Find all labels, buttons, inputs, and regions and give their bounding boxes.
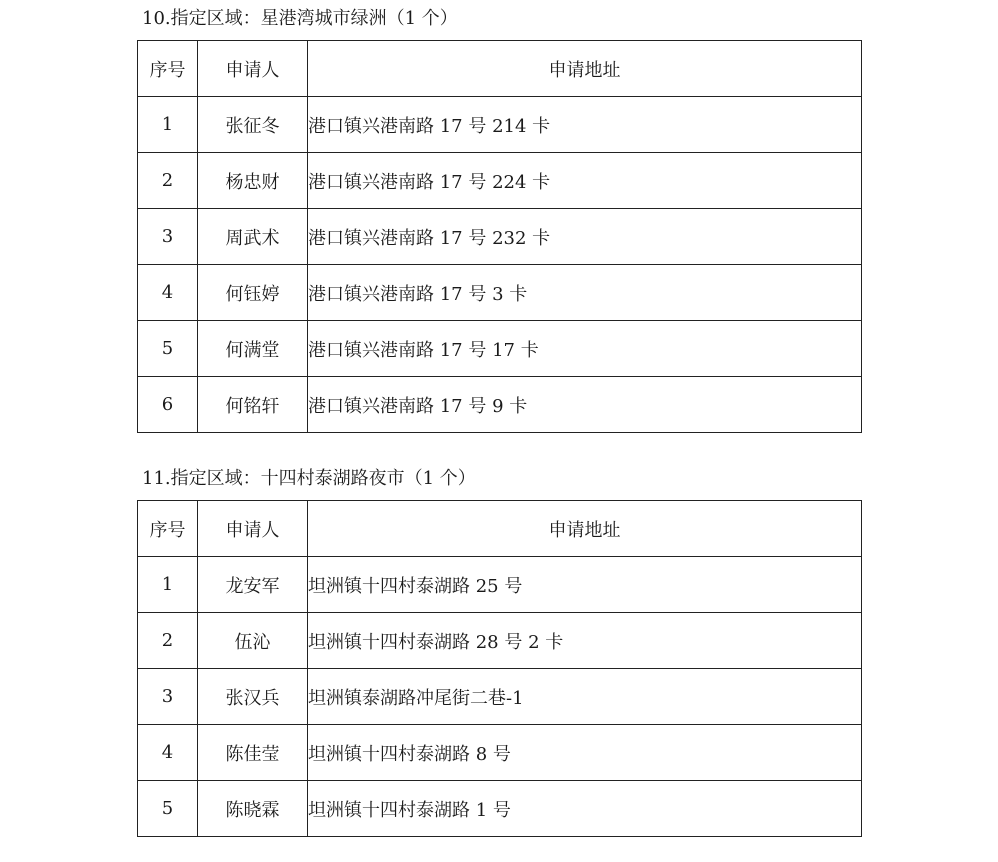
header-address: 申请地址 <box>308 41 862 97</box>
cell-applicant: 龙安军 <box>198 557 308 613</box>
cell-serial: 5 <box>138 781 198 837</box>
cell-address: 港口镇兴港南路 17 号 3 卡 <box>308 265 862 321</box>
cell-serial: 4 <box>138 265 198 321</box>
cell-applicant: 陈佳莹 <box>198 725 308 781</box>
header-applicant: 申请人 <box>198 41 308 97</box>
cell-serial: 2 <box>138 613 198 669</box>
header-address: 申请地址 <box>308 501 862 557</box>
applicant-table-10 <box>137 40 862 433</box>
cell-address: 坦洲镇十四村泰湖路 1 号 <box>308 781 862 837</box>
cell-serial: 3 <box>138 209 198 265</box>
cell-address: 港口镇兴港南路 17 号 9 卡 <box>308 377 862 433</box>
table-row <box>138 377 862 433</box>
table-row <box>138 669 862 725</box>
cell-applicant: 杨忠财 <box>198 153 308 209</box>
cell-serial: 3 <box>138 669 198 725</box>
table-row <box>138 557 862 613</box>
table-row <box>138 725 862 781</box>
cell-applicant: 张汉兵 <box>198 669 308 725</box>
table-row <box>138 153 862 209</box>
table-row <box>138 209 862 265</box>
table-row <box>138 265 862 321</box>
cell-applicant: 陈晓霖 <box>198 781 308 837</box>
cell-address: 港口镇兴港南路 17 号 214 卡 <box>308 97 862 153</box>
cell-applicant: 何铭轩 <box>198 377 308 433</box>
cell-address: 港口镇兴港南路 17 号 232 卡 <box>308 209 862 265</box>
cell-applicant: 周武术 <box>198 209 308 265</box>
cell-address: 坦洲镇泰湖路冲尾街二巷-1 <box>308 669 862 725</box>
cell-applicant: 何钰婷 <box>198 265 308 321</box>
header-serial: 序号 <box>138 41 198 97</box>
table-row <box>138 321 862 377</box>
header-serial: 序号 <box>138 501 198 557</box>
section-title-11: 11.指定区域：十四村泰湖路夜市（1 个） <box>142 468 476 489</box>
cell-address: 港口镇兴港南路 17 号 224 卡 <box>308 153 862 209</box>
cell-address: 坦洲镇十四村泰湖路 25 号 <box>308 557 862 613</box>
section-title-10: 10.指定区域：星港湾城市绿洲（1 个） <box>142 8 458 29</box>
cell-address: 坦洲镇十四村泰湖路 8 号 <box>308 725 862 781</box>
table-header-row <box>138 41 862 97</box>
cell-serial: 1 <box>138 97 198 153</box>
cell-serial: 4 <box>138 725 198 781</box>
cell-address: 港口镇兴港南路 17 号 17 卡 <box>308 321 862 377</box>
header-applicant: 申请人 <box>198 501 308 557</box>
applicant-table-11 <box>137 500 862 837</box>
cell-serial: 2 <box>138 153 198 209</box>
cell-serial: 5 <box>138 321 198 377</box>
cell-applicant: 伍沁 <box>198 613 308 669</box>
cell-serial: 1 <box>138 557 198 613</box>
cell-applicant: 张征冬 <box>198 97 308 153</box>
cell-address: 坦洲镇十四村泰湖路 28 号 2 卡 <box>308 613 862 669</box>
table-row <box>138 781 862 837</box>
table-header-row <box>138 501 862 557</box>
table-row <box>138 613 862 669</box>
cell-serial: 6 <box>138 377 198 433</box>
table-row <box>138 97 862 153</box>
cell-applicant: 何满堂 <box>198 321 308 377</box>
